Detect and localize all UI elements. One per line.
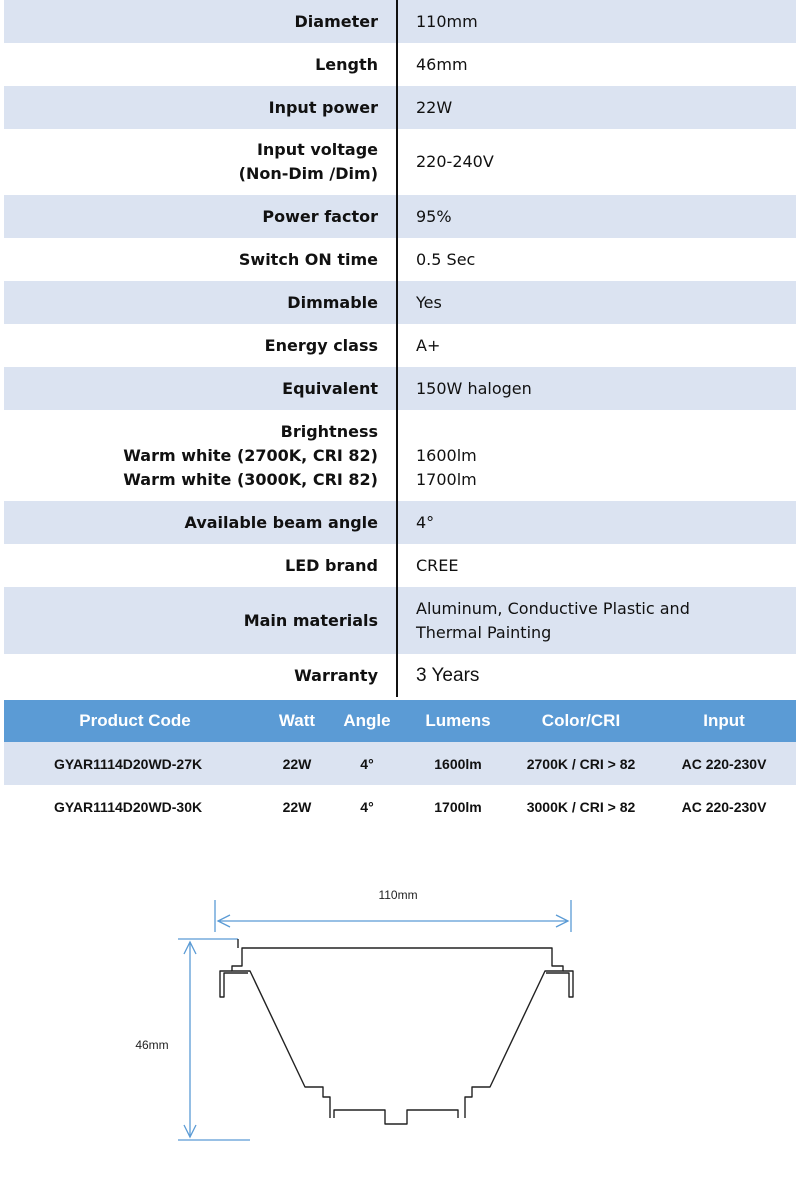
spec-row [4, 587, 796, 654]
spec-value [398, 554, 796, 578]
spec-value-line: A+ [416, 335, 441, 355]
spec-label-line: Length [315, 54, 378, 74]
spec-row [4, 129, 796, 195]
spec-label [4, 248, 396, 272]
spec-value-line: Thermal Painting [416, 622, 552, 642]
lumens-cell: 1700lm [434, 798, 482, 815]
spec-label-line: Input power [268, 97, 378, 117]
header-watt: Watt [266, 700, 328, 742]
spec-row [4, 654, 796, 697]
spec-label [4, 53, 396, 77]
spec-label-line: Power factor [262, 206, 378, 226]
spec-value [398, 377, 796, 401]
lamp-base [334, 1110, 458, 1124]
lamp-profile [220, 939, 573, 1124]
spec-row [4, 86, 796, 129]
spec-label [4, 205, 396, 229]
spec-label [4, 609, 396, 633]
spec-label-line: Switch ON time [238, 249, 378, 269]
spec-value [398, 150, 796, 174]
color-cri-cell: 2700K / CRI > 82 [510, 742, 652, 785]
spec-label-line: Dimmable [287, 292, 378, 312]
watt-cell: 22W [282, 798, 312, 815]
spec-row [4, 367, 796, 410]
header-product-code: Product Code [4, 700, 266, 742]
spec-value [398, 53, 796, 77]
spec-label-line: (Non-Dim /Dim) [238, 164, 378, 183]
spec-value [398, 248, 796, 272]
header-lumens: Lumens [406, 700, 510, 742]
angle-cell: 4° [360, 798, 374, 815]
spec-value-line: 22W [416, 97, 453, 117]
spec-label [4, 420, 396, 492]
spec-label-line: Available beam angle [184, 512, 378, 532]
spec-value-line: 0.5 Sec [416, 249, 476, 269]
spec-row [4, 324, 796, 367]
header-color-cri: Color/CRI [510, 700, 652, 742]
lamp-rim-left [220, 971, 248, 997]
spec-label-line: Diameter [294, 11, 378, 31]
spec-row [4, 544, 796, 587]
spec-value-line: 110mm [416, 11, 478, 31]
input-cell: AC 220-230V [652, 742, 796, 785]
spec-value-line: 46mm [416, 54, 468, 74]
angle-cell: 4° [328, 742, 406, 785]
spec-label-line: Warm white (3000K, CRI 82) [123, 469, 378, 489]
product-table [4, 700, 796, 828]
spec-value [398, 205, 796, 229]
spec-label [4, 10, 396, 34]
spec-label-line: LED brand [285, 555, 378, 575]
dimension-lines [178, 900, 571, 1140]
lamp-rim-right [546, 971, 573, 997]
spec-value-line: Yes [416, 292, 442, 312]
spec-label-line: Energy class [264, 335, 378, 355]
spec-value-line: 3 Years [416, 664, 480, 686]
spec-value-line: 220-240V [416, 152, 494, 171]
spec-row [4, 281, 796, 324]
spec-value-line: CREE [416, 555, 459, 575]
spec-value [398, 664, 796, 688]
spec-label-line: Main materials [243, 610, 378, 630]
spec-value-line: 1600lm [416, 445, 477, 465]
spec-value-line: 95% [416, 206, 452, 226]
spec-row [4, 43, 796, 86]
header-angle: Angle [328, 700, 406, 742]
table-row [4, 785, 796, 828]
table-row [4, 742, 796, 785]
spec-value [398, 597, 796, 645]
spec-label [4, 96, 396, 120]
spec-label [4, 664, 396, 688]
lumens-cell: 1600lm [406, 742, 510, 785]
spec-label-line: Equivalent [282, 378, 378, 398]
spec-value-line: 1700lm [416, 469, 477, 489]
spec-label [4, 511, 396, 535]
spec-row [4, 501, 796, 544]
spec-label-line: Warm white (2700K, CRI 82) [123, 445, 378, 465]
color-cri-cell: 3000K / CRI > 82 [526, 798, 636, 815]
spec-value [398, 10, 796, 34]
lamp-outline-outer [232, 948, 563, 1118]
spec-value [398, 96, 796, 120]
spec-value-line: 150W halogen [416, 378, 532, 398]
length-label: 46mm [135, 1038, 169, 1052]
header-input: Input [652, 700, 796, 742]
spec-label-line: Input voltage [256, 140, 378, 159]
spec-row [4, 410, 796, 501]
input-cell: AC 220-230V [681, 798, 767, 815]
spec-label [4, 334, 396, 358]
watt-cell: 22W [266, 742, 328, 785]
product-code-cell: GYAR1114D20WD-30K [54, 798, 203, 815]
spec-row [4, 238, 796, 281]
spec-label [4, 377, 396, 401]
spec-value-line: Aluminum, Conductive Plastic and [416, 598, 690, 618]
spec-value [398, 420, 796, 492]
spec-row [4, 195, 796, 238]
product-code-cell: GYAR1114D20WD-27K [4, 742, 266, 785]
spec-value-line: 4° [416, 512, 435, 532]
spec-value [398, 291, 796, 315]
spec-label [4, 291, 396, 315]
spec-table [4, 0, 796, 697]
dimension-drawing [0, 860, 800, 1160]
diameter-label: 110mm [378, 888, 418, 902]
product-table-header [4, 700, 796, 742]
spec-label-line: Warranty [294, 665, 378, 685]
spec-value [398, 511, 796, 535]
spec-label-line: Brightness [280, 421, 378, 441]
spec-value [398, 334, 796, 358]
spec-value-line [416, 420, 796, 444]
spec-label [4, 138, 396, 186]
spec-label [4, 554, 396, 578]
spec-row [4, 0, 796, 43]
